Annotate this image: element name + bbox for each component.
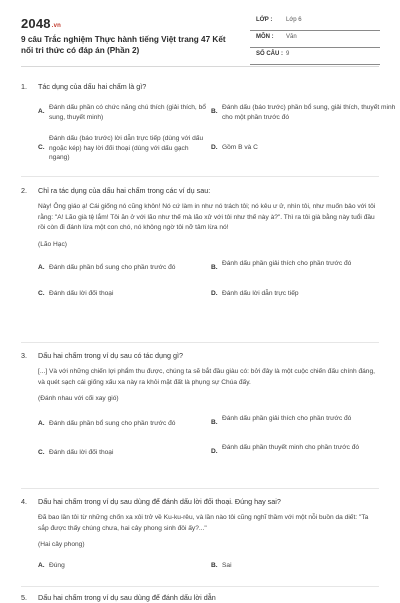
- meta-key: LỚP :: [256, 17, 273, 23]
- option-text: Gồm B và C: [222, 144, 258, 151]
- answer-option-c[interactable]: [38, 448, 208, 458]
- answer-option-d[interactable]: [211, 289, 381, 299]
- question-divider: [21, 488, 379, 489]
- example-source: (Đánh nhau với cối xay gió): [38, 395, 119, 402]
- option-text: Đánh dấu phần bổ sung cho phần trước đó: [49, 264, 176, 271]
- option-text: Đánh dấu phần giải thích cho phần trước đó: [222, 260, 352, 267]
- meta-value: 9: [286, 51, 290, 57]
- answer-option-c[interactable]: [38, 134, 208, 163]
- option-letter: D.: [211, 144, 218, 151]
- header-divider: [21, 66, 379, 67]
- option-text: Đánh dấu phần giải thích cho phần trước đó: [222, 414, 352, 422]
- page-title: 9 câu Trắc nghiệm Thực hành tiếng Việt trang 47 Kết nối tri thức có đáp án (Phần 2): [21, 35, 226, 55]
- option-text: Đánh dấu phần có chức năng chú thích (giải thích, bổ sung, thuyết minh): [49, 104, 206, 121]
- question-4: [21, 497, 379, 569]
- example-source: (Hai cây phong): [38, 541, 85, 548]
- example-passage: Này! Ông giáo ạ! Cái giống nó cũng khôn! Nó cứ làm in như nó trách tôi; nó kêu ư ử, nhìn tôi, như muốn bảo với tôi rằng: "A! Lão già tệ lắm! Tôi ăn ở với lão như thế mà lão xử với tôi như thế này à?". Thì ra tôi già bằng này tuổi đầu rồi còn đi đánh lừa một con chó, nó không ngờ tôi nỡ tâm lừa nó!: [38, 203, 376, 231]
- question-text: Dấu hai chấm trong ví dụ sau dùng để đánh dấu lời đối thoại. Đúng hay sai?: [38, 497, 281, 506]
- question-number: 3.: [21, 351, 27, 360]
- option-letter: B.: [211, 418, 218, 426]
- option-letter: D.: [211, 290, 218, 297]
- meta-value: Văn: [286, 34, 297, 40]
- question-text: Tác dụng của dấu hai chấm là gì?: [38, 82, 147, 91]
- option-letter: B.: [211, 108, 218, 115]
- answer-option-b[interactable]: [211, 414, 371, 424]
- question-number: 2.: [21, 186, 27, 195]
- meta-row-count: [250, 48, 380, 65]
- meta-table: [250, 14, 380, 65]
- option-letter: C.: [38, 290, 45, 297]
- option-text: Đánh dấu lời đối thoại: [49, 448, 114, 456]
- question-number: 5.: [21, 593, 27, 602]
- option-text: Đánh dấu (báo trước) lời dẫn trực tiếp (dùng với dấu ngoặc kép) hay lời đối thoại (dùng với dấu gạch ngang): [49, 135, 204, 161]
- option-letter: C.: [38, 448, 45, 456]
- question-header: [21, 497, 379, 507]
- answer-option-d[interactable]: [211, 443, 371, 453]
- answer-option-b[interactable]: [211, 259, 371, 269]
- logo-suffix: .vn: [51, 23, 62, 29]
- question-5: [21, 593, 379, 603]
- question-divider: [21, 586, 379, 587]
- question-header: [21, 186, 379, 196]
- question-1: [21, 82, 396, 161]
- question-text: Chỉ ra tác dụng của dấu hai chấm trong các ví dụ sau:: [38, 186, 211, 195]
- question-header: [21, 82, 379, 92]
- answer-option-c[interactable]: [38, 289, 208, 299]
- answer-option-a[interactable]: [38, 419, 208, 429]
- option-letter: C.: [38, 144, 45, 151]
- question-header: [21, 351, 379, 361]
- question-text: Dấu hai chấm trong ví dụ sau có tác dụng gì?: [38, 351, 184, 360]
- question-divider: [21, 176, 379, 177]
- option-letter: A.: [38, 108, 45, 115]
- answer-option-d[interactable]: [211, 143, 396, 153]
- answer-option-b[interactable]: [211, 561, 371, 571]
- meta-key: MÔN :: [256, 34, 274, 40]
- option-text: Đúng: [49, 561, 65, 569]
- example-source: (Lão Hạc): [38, 240, 67, 248]
- question-number: 1.: [21, 82, 27, 91]
- option-letter: D.: [211, 447, 218, 455]
- option-text: Sai: [222, 561, 232, 569]
- logo-text: 2048: [21, 16, 51, 31]
- example-passage: [...] Và với những chiến lợi phẩm thu được, chúng ta sẽ bắt đầu giàu có: bởi đây là một cuộc chiến đấu chính đáng, và quét sạch cái giống xấu xa này ra khỏi mặt đất là phụng sự Chúa đấy.: [38, 368, 375, 386]
- option-text: Đánh dấu (báo trước) phần bổ sung, giải thích, thuyết minh cho một phần trước đó: [222, 104, 396, 121]
- answer-option-a[interactable]: [38, 103, 208, 122]
- question-header: [21, 593, 379, 603]
- option-letter: A.: [38, 561, 45, 569]
- option-text: Đánh dấu phần thuyết minh cho phần trước đó: [222, 443, 360, 451]
- question-3: [21, 351, 379, 456]
- meta-value: Lớp 6: [286, 17, 302, 23]
- site-logo[interactable]: [21, 16, 61, 31]
- answer-option-a[interactable]: [38, 263, 208, 273]
- option-letter: A.: [38, 264, 45, 271]
- option-letter: B.: [211, 561, 218, 569]
- question-number: 4.: [21, 497, 27, 506]
- option-text: Đánh dấu lời đối thoại: [49, 290, 114, 297]
- question-2: [21, 186, 379, 297]
- option-letter: A.: [38, 419, 45, 427]
- answer-option-a[interactable]: [38, 561, 208, 571]
- question-divider: [21, 342, 379, 343]
- question-text: Dấu hai chấm trong ví dụ sau dùng để đánh dấu lời dẫn: [38, 593, 216, 602]
- answer-option-b[interactable]: [211, 103, 396, 122]
- example-passage: Đã bao lần tôi từ những chốn xa xôi trở về Ku-ku-rêu, và lần nào tôi cũng nghĩ thầm với một nỗi buồn da diết: "Ta sắp được thấy chúng chưa, hai cây phong sinh đôi ấy?...": [38, 514, 369, 532]
- meta-row-subject: [250, 31, 380, 48]
- option-letter: B.: [211, 264, 218, 271]
- option-text: Đánh dấu phần bổ sung cho phần trước đó: [49, 419, 176, 427]
- option-text: Đánh dấu lời dẫn trực tiếp: [222, 290, 299, 297]
- meta-key: SỐ CÂU :: [256, 51, 283, 57]
- meta-row-grade: [250, 14, 380, 31]
